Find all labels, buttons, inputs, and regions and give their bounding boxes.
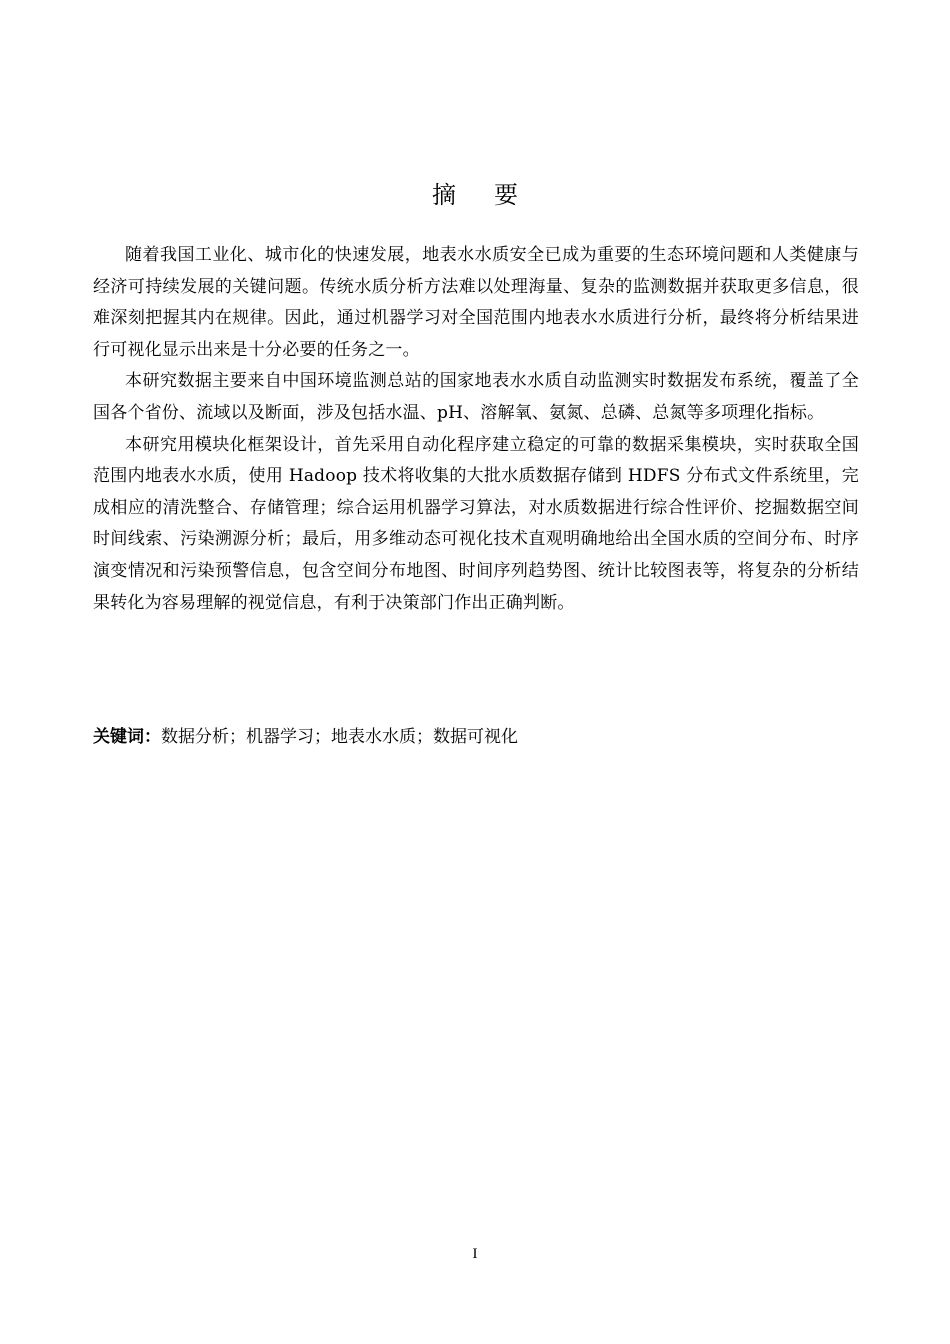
abstract-body <box>93 240 859 619</box>
abstract-paragraph-1: 随着我国工业化、城市化的快速发展，地表水水质安全已成为重要的生态环境问题和人类健康与经济可持续发展的关键问题。传统水质分析方法难以处理海量、复杂的监测数据并获取更多信息，很难深刻把握其内在规律。因此，通过机器学习对全国范围内地表水水质进行分析，最终将分析结果进行可视化显示出来是十分必要的任务之一。 <box>93 245 859 360</box>
keywords-label: 关键词： <box>93 727 161 747</box>
page-title: 摘要 <box>432 181 556 209</box>
keywords-line <box>93 722 859 752</box>
page-number: I <box>472 1246 478 1262</box>
abstract-paragraph-2: 本研究数据主要来自中国环境监测总站的国家地表水水质自动监测实时数据发布系统，覆盖了全国各个省份、流域以及断面，涉及包括水温、pH、溶解氧、氨氮、总磷、总氮等多项理化指标。 <box>93 371 859 423</box>
abstract-paragraph-3: 本研究用模块化框架设计，首先采用自动化程序建立稳定的可靠的数据采集模块，实时获取全国范围内地表水水质，使用 Hadoop 技术将收集的大批水质数据存储到 HDFS 分布式文件系统里，完成相应的清洗整合、存储管理；综合运用机器学习算法，对水质数据进行综合性评价、挖掘数据空间时间线索、污染溯源分析；最后，用多维动态可视化技术直观明确地给出全国水质的空间分布、时序演变情况和污染预警信息，包含空间分布地图、时间序列趋势图、统计比较图表等，将复杂的分析结果转化为容易理解的视觉信息，有利于决策部门作出正确判断。 <box>93 434 859 613</box>
keywords-text: 数据分析；机器学习；地表水水质；数据可视化 <box>161 727 518 747</box>
